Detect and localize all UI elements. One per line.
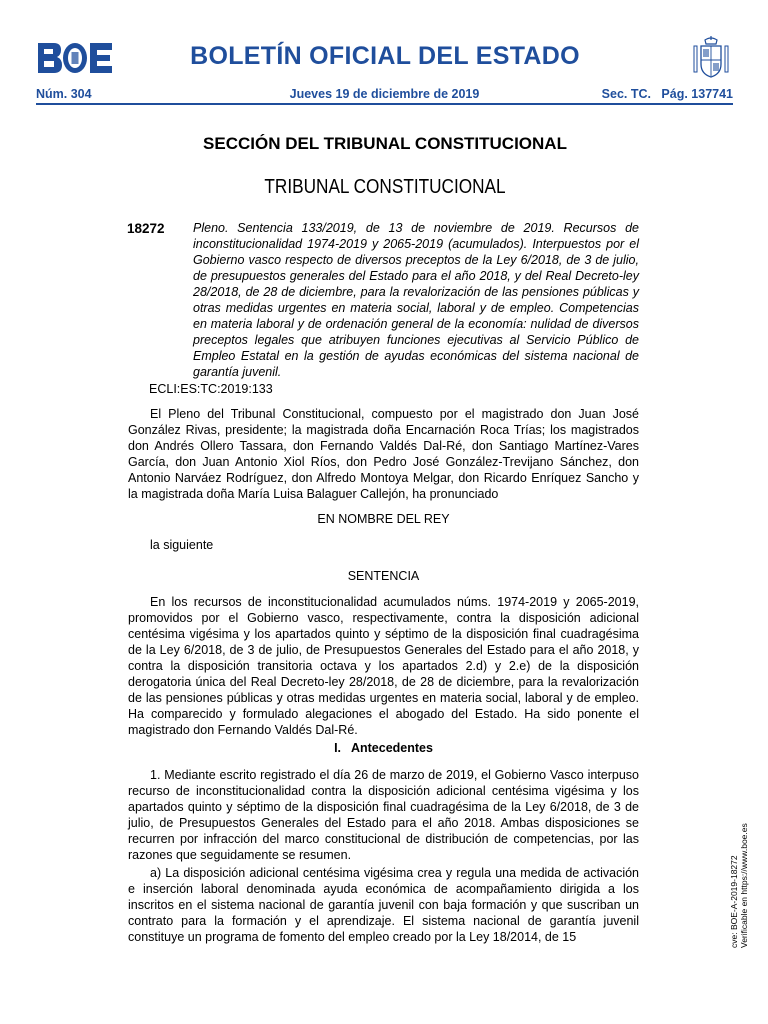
- background-heading: I. Antecedentes: [334, 741, 433, 755]
- background-paragraph-1: 1. Mediante escrito registrado el día 26 de marzo de 2019, el Gobierno Vasco interpuso recurso de inconstitucionalidad contra la disposición adicional centésima vigésima y los apartados quinto y séptimo de la disposición final cuadragésima de la Ley 6/2018, de 3 de julio, de Presupuestos Generales del Estado para el año 2018. Ambas disposiciones se recurren por infracción del marco constitucional de distribución de competencias, por las razones que seguidamente se resumen.: [128, 768, 639, 862]
- issue-number: Núm. 304: [36, 87, 92, 101]
- cve-code: cve: BOE-A-2019-18272: [729, 855, 739, 948]
- issue-date: Jueves 19 de diciembre de 2019: [289, 87, 480, 101]
- issue-header: [36, 87, 733, 103]
- in-name-heading: EN NOMBRE DEL REY: [317, 512, 450, 526]
- document-number: 18272: [127, 221, 165, 236]
- header-rule: [36, 103, 733, 105]
- ecli-identifier: ECLI:ES:TC:2019:133: [149, 382, 273, 396]
- background-paragraph-a: a) La disposición adicional centésima vigésima crea y regula una medida de activación e inserción laboral denominada ayuda económica de acompañamiento dirigida a los inscritos en el sistema nacional de garantía juvenil con baja formación y que suscriban un contrato para la formación y el aprendizaje. El sistema nacional de garantía juvenil constituye un programa de fomento del empleo creado por la Ley 18/2014, de 15: [128, 866, 639, 944]
- boe-logo: [36, 41, 114, 75]
- section-page: Sec. TC. Pág. 137741: [601, 87, 733, 101]
- verification-note: [729, 823, 749, 948]
- organization-title: TRIBUNAL CONSTITUCIONAL: [264, 176, 506, 198]
- section-title: SECCIÓN DEL TRIBUNAL CONSTITUCIONAL: [203, 134, 567, 153]
- composition-paragraph: El Pleno del Tribunal Constitucional, compuesto por el magistrado don Juan José González Rivas, presidente; la magistrada doña Encarnación Roca Trías; los magistrados don Andrés Ollero Tassara, don Fernando Valdés Dal-Ré, don Santiago Martínez-Vares García, don Juan Antonio Xiol Ríos, don Pedro José González-Trevijano Sánchez, don Antonio Narváez Rodríguez, don Alfredo Montoya Melgar, don Ricardo Enríquez Sancho y la magistrada doña María Luisa Balaguer Callejón, ha pronunciado: [128, 407, 639, 501]
- coat-of-arms-icon: [690, 36, 732, 80]
- verification-url: Verificable en https://www.boe.es: [739, 823, 749, 948]
- following-text: la siguiente: [150, 538, 214, 552]
- masthead-title: BOLETÍN OFICIAL DEL ESTADO: [190, 42, 580, 70]
- sentence-heading: SENTENCIA: [347, 569, 420, 583]
- document-summary: Pleno. Sentencia 133/2019, de 13 de noviembre de 2019. Recursos de inconstitucionalidad 1974-2019 y 2065-2019 (acumulados). Interpuestos por el Gobierno vasco respecto de diversos preceptos de la Ley 6/2018, de 3 de julio, de presupuestos generales del Estado para el año 2018, y del Real Decreto-ley 28/2018, de 28 de diciembre, para la revalorización de las pensiones públicas y otras medidas urgentes en materia social, laboral y de empleo. Competencias en materia laboral y de ordenación general de la economía: nulidad de diversos preceptos legales que atribuyen funciones ejecutivas al Servicio Público de Empleo Estatal en la gestión de ayudas económicas del sistema nacional de garantía juvenil.: [193, 221, 639, 379]
- sentence-intro-paragraph: En los recursos de inconstitucionalidad acumulados núms. 1974-2019 y 2065-2019, promovidos por el Gobierno vasco, respectivamente, contra la disposición adicional centésima vigésima y los apartados quinto y séptimo de la disposición final cuadragésima de la Ley 6/2018, de 3 de julio, de Presupuestos Generales del Estado para el año 2018, y contra la disposición transitoria octava y los apartados 2.d) y 2.e) de la disposición derogatoria única del Real Decreto-ley 28/2018, de 28 de diciembre, para la revalorización de las pensiones públicas y otras medidas urgentes en materia social, laboral y de empleo. Ha comparecido y formulado alegaciones el abogado del Estado. Ha sido ponente el magistrado don Fernando Valdés Dal-Ré.: [128, 595, 639, 737]
